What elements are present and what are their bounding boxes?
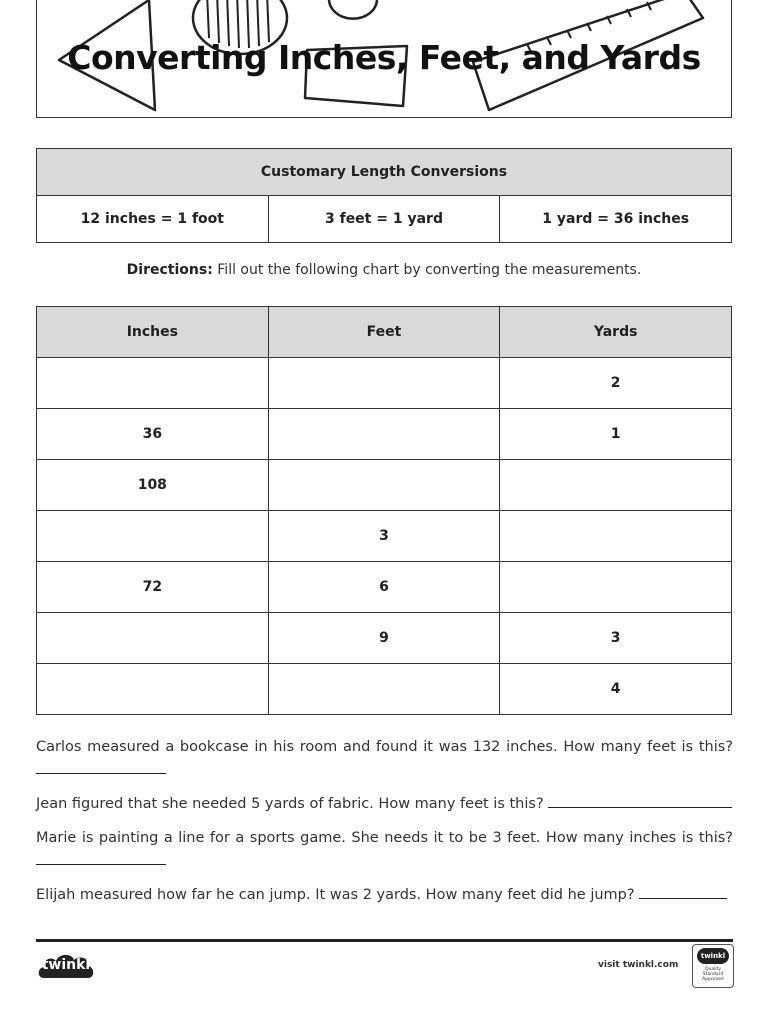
conversion-chart — [36, 306, 732, 715]
yards-cell[interactable]: 4 — [500, 664, 732, 715]
directions-label: Directions: — [126, 262, 213, 278]
inches-cell[interactable] — [37, 358, 269, 409]
table-row — [37, 409, 732, 460]
yards-cell[interactable] — [500, 460, 732, 511]
yards-cell[interactable] — [500, 562, 732, 613]
inches-cell[interactable] — [37, 511, 269, 562]
conversion-fact: 12 inches = 1 foot — [37, 196, 269, 243]
word-problem — [36, 793, 733, 816]
badge-text: Quality Standard Approved — [702, 967, 724, 982]
problem-text: Elijah measured how far he can jump. It was 2 yards. How many feet did he jump? — [36, 887, 635, 903]
table-row — [37, 460, 732, 511]
table-row — [37, 562, 732, 613]
badge-logo: twinkl — [697, 948, 729, 964]
conversion-fact: 3 feet = 1 yard — [268, 196, 500, 243]
word-problem — [36, 736, 733, 782]
twinkl-logo[interactable] — [36, 950, 96, 984]
column-header-yards: Yards — [500, 307, 732, 358]
logo-text: twinkl — [41, 957, 91, 973]
inches-cell[interactable]: 72 — [37, 562, 269, 613]
column-header-inches: Inches — [37, 307, 269, 358]
table-row — [37, 358, 732, 409]
yards-cell[interactable]: 1 — [500, 409, 732, 460]
answer-blank[interactable] — [639, 884, 727, 899]
page-title: Converting Inches, Feet, and Yards — [67, 38, 701, 77]
circle-shape — [329, 0, 377, 19]
conversion-fact: 1 yard = 36 inches — [500, 196, 732, 243]
feet-cell[interactable] — [268, 409, 500, 460]
directions — [36, 262, 732, 278]
inches-cell[interactable] — [37, 664, 269, 715]
problem-text: Carlos measured a bookcase in his room and found it was 132 inches. How many feet is this? — [36, 739, 733, 755]
visit-link[interactable]: visit twinkl.com — [598, 960, 679, 970]
quality-badge — [692, 944, 734, 988]
yards-cell[interactable]: 2 — [500, 358, 732, 409]
inches-cell[interactable]: 36 — [37, 409, 269, 460]
feet-cell[interactable]: 6 — [268, 562, 500, 613]
directions-text: Fill out the following chart by converting the measurements. — [217, 262, 642, 278]
answer-blank[interactable] — [36, 850, 166, 865]
table-row — [37, 613, 732, 664]
table-row — [37, 664, 732, 715]
yards-cell[interactable] — [500, 511, 732, 562]
word-problems — [36, 736, 733, 918]
feet-cell[interactable] — [268, 358, 500, 409]
answer-blank[interactable] — [36, 759, 166, 774]
conversions-header: Customary Length Conversions — [37, 149, 732, 196]
answer-blank[interactable] — [548, 793, 732, 808]
inches-cell[interactable] — [37, 613, 269, 664]
feet-cell[interactable]: 3 — [268, 511, 500, 562]
feet-cell[interactable] — [268, 664, 500, 715]
conversions-table — [36, 148, 732, 243]
column-header-feet: Feet — [268, 307, 500, 358]
problem-text: Jean figured that she needed 5 yards of fabric. How many feet is this? — [36, 796, 544, 812]
yards-cell[interactable]: 3 — [500, 613, 732, 664]
inches-cell[interactable]: 108 — [37, 460, 269, 511]
word-problem — [36, 827, 733, 873]
problem-text: Marie is painting a line for a sports game. She needs it to be 3 feet. How many inches is this? — [36, 830, 733, 846]
title-banner — [36, 0, 732, 118]
word-problem — [36, 884, 733, 907]
feet-cell[interactable] — [268, 460, 500, 511]
table-row — [37, 511, 732, 562]
footer-divider — [36, 939, 733, 942]
feet-cell[interactable]: 9 — [268, 613, 500, 664]
